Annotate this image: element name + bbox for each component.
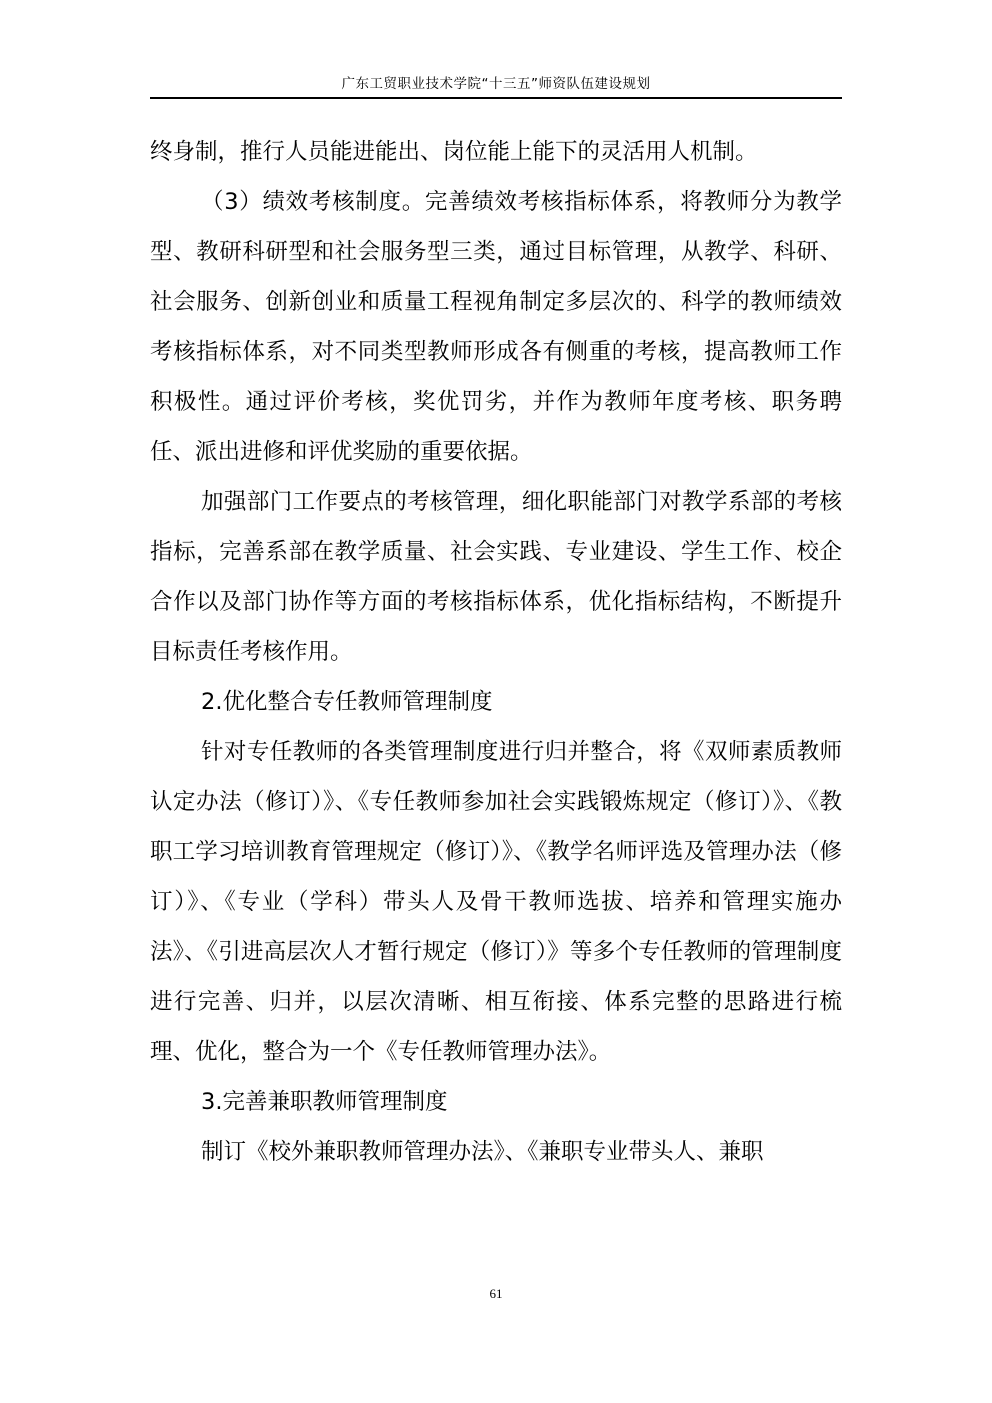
paragraph-continuation: 终身制，推行人员能进能出、岗位能上能下的灵活用人机制。 — [150, 139, 758, 165]
paragraph-fulltime-teachers: 针对专任教师的各类管理制度进行归并整合，将《双师素质教师认定办法（修订）》、《专任教师参加社会实践锻炼规定（修订）》、《教职工学习培训教育管理规定（修订）》、《教学名师评选及管理办法（修订）》、《专业（学科）带头人及骨干教师选拔、培养和管理实施办法》、《引进高层次人才暂行规定（修订）》等多个专任教师的管理制度进行完善、归并，以层次清晰、相互衔接、体系完整的思路进行梳理、优化，整合为一个《专任教师管理办法》。 — [150, 739, 842, 1065]
page-number: 61 — [489, 1286, 503, 1301]
header-divider — [150, 97, 842, 99]
paragraph-performance-assessment: （3）绩效考核制度。完善绩效考核指标体系，将教师分为教学型、教研科研型和社会服务型三类，通过目标管理，从教学、科研、社会服务、创新创业和质量工程视角制定多层次的、科学的教师绩效考核指标体系，对不同类型教师形成各有侧重的考核，提高教师工作积极性。通过评价考核，奖优罚劣，并作为教师年度考核、职务聘任、派出进修和评优奖励的重要依据。 — [150, 189, 842, 465]
section-heading-fulltime-teachers: 2.优化整合专任教师管理制度 — [201, 689, 493, 715]
paragraph-department-assessment: 加强部门工作要点的考核管理，细化职能部门对教学系部的考核指标，完善系部在教学质量、社会实践、专业建设、学生工作、校企合作以及部门协作等方面的考核指标体系，优化指标结构，不断提升目标责任考核作用。 — [150, 489, 842, 665]
section-heading-parttime-teachers: 3.完善兼职教师管理制度 — [201, 1089, 448, 1115]
running-header: 广东工贸职业技术学院“十三五”师资队伍建设规划 — [341, 76, 651, 92]
body-text — [150, 127, 842, 1177]
paragraph-parttime-teachers: 制订《校外兼职教师管理办法》、《兼职专业带头人、兼职 — [201, 1139, 764, 1165]
